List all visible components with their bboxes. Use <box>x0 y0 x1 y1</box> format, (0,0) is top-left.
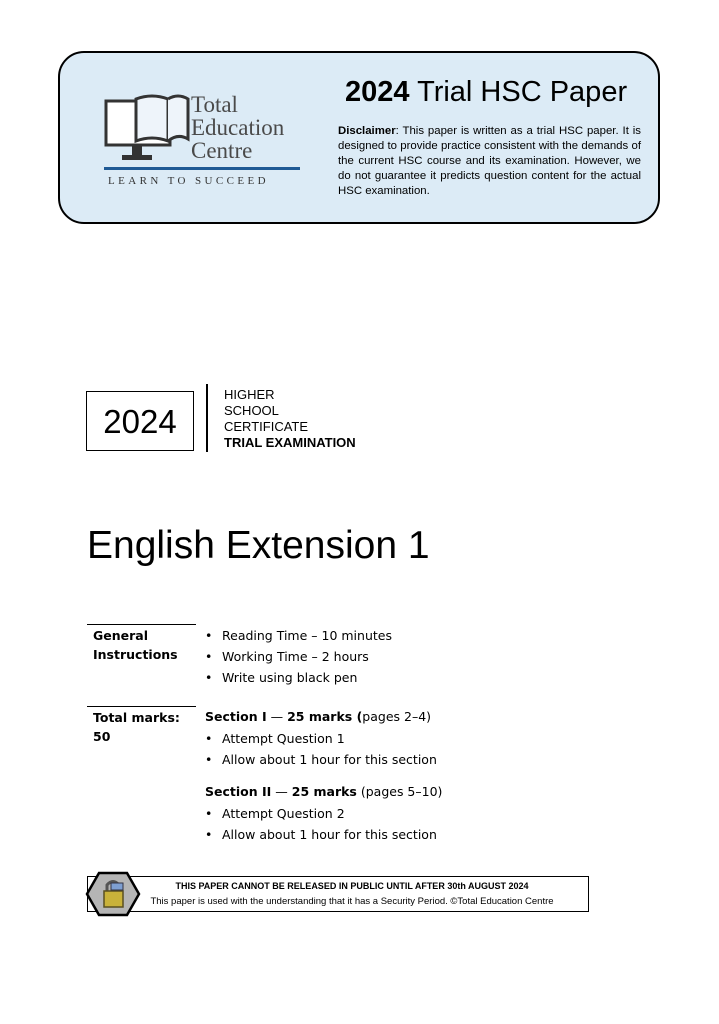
list-item: • Allow about 1 hour for this section <box>205 824 442 845</box>
total-education-centre-logo <box>104 91 304 191</box>
logo-underline <box>104 167 300 170</box>
section-one <box>205 707 437 770</box>
list-item: • Allow about 1 hour for this section <box>205 749 437 770</box>
general-instructions-list <box>205 625 392 688</box>
security-period-notice: This paper is used with the understanding that it has a Security Period. ©Total Education Centre <box>150 896 554 907</box>
logo-wordmark: Total Education Centre <box>191 92 285 163</box>
total-marks-label: Total marks: 50 <box>93 710 180 744</box>
hsc-heading: HIGHER SCHOOL CERTIFICATE TRIAL EXAMINATION <box>224 387 356 450</box>
divider-general <box>87 624 196 625</box>
padlock-icon <box>85 869 141 919</box>
section-one-title: Section I — 25 marks (pages 2–4) <box>205 709 432 724</box>
list-item: • Reading Time – 10 minutes <box>205 625 392 646</box>
list-item: • Write using black pen <box>205 667 392 688</box>
section-two <box>205 782 442 845</box>
release-notice: THIS PAPER CANNOT BE RELEASED IN PUBLIC UNTIL AFTER 30th AUGUST 2024 <box>175 881 529 891</box>
logo-tagline: LEARN TO SUCCEED <box>108 175 269 187</box>
computer-book-icon <box>104 91 190 165</box>
exam-year-box: 2024 <box>86 391 194 451</box>
section-two-title: Section II — 25 marks (pages 5–10) <box>205 784 443 799</box>
paper-title: 2024 Trial HSC Paper <box>345 76 628 108</box>
header-banner <box>58 51 660 224</box>
divider-marks <box>87 706 196 707</box>
list-item: • Attempt Question 2 <box>205 803 442 824</box>
disclaimer: Disclaimer: This paper is written as a trial HSC paper. It is designed to provide practice consistent with the demands of the current HSC course and its examination. However, we do not guarantee it predicts question content for the actual HSC examination. <box>338 125 641 197</box>
general-instructions-label: General Instructions <box>93 628 178 662</box>
list-item: • Attempt Question 1 <box>205 728 437 749</box>
subject-title: English Extension 1 <box>87 524 430 567</box>
list-item: • Working Time – 2 hours <box>205 646 392 667</box>
security-notice <box>87 876 589 912</box>
vertical-divider <box>206 384 208 452</box>
